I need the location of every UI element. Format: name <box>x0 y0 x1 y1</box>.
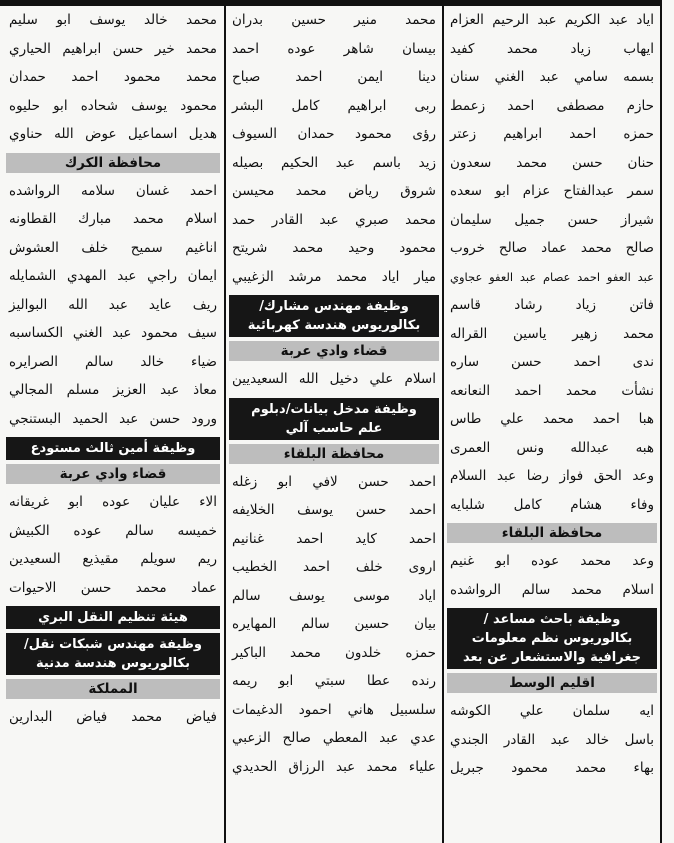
list-item: هبا احمد محمد علي طاس <box>450 411 654 427</box>
list-item: اناغيم سميح خلف العشوش <box>9 239 217 256</box>
list-item: حنان حسن محمد سعدون <box>450 154 654 171</box>
list-item: محمود يوسف شحاده ابو حليوه <box>9 97 217 114</box>
job-title-line: بكالوريوس هندسة مدنية <box>36 656 190 671</box>
list-item: ريف عايد عبد الله البواليز <box>9 296 217 313</box>
list-item: احمد غسان سلامه الرواشده <box>9 182 217 199</box>
list-item: ريم سويلم مقيذيع السعيدين <box>9 551 217 567</box>
list-item: الاء عليان عوده ابو غريقانه <box>9 494 217 510</box>
next-column-edge <box>662 0 674 843</box>
column-middle <box>229 6 439 843</box>
section-heading: محافظة البلقاء <box>447 523 657 543</box>
section-heading: محافظة الكرك <box>6 153 220 173</box>
list-item: ايمان راجي عبد المهدي الشمايله <box>9 268 217 284</box>
list-item: عماد محمد حسن الاحيوات <box>9 579 217 596</box>
list-item: سلسبيل هاني احمود الدغيمات <box>232 701 436 718</box>
job-title-banner <box>229 398 439 440</box>
list-item: اروى خلف احمد الخطيب <box>232 559 436 575</box>
list-item: فاتن زياد رشاد قاسم <box>450 297 654 313</box>
list-item: محمد خالد يوسف ابو سليم <box>9 12 217 28</box>
list-item: محمد صبري عبد القادر حمد <box>232 211 436 228</box>
list-item: باسل خالد عبد القادر الجندي <box>450 731 654 748</box>
job-title-line: بكالوريوس هندسة كهربائية <box>247 318 421 333</box>
list-item: وعد محمد عوده ابو غنيم <box>450 553 654 569</box>
job-title-banner <box>229 295 439 337</box>
list-item: شروق رياض محمد محيسن <box>232 183 436 199</box>
list-item: احمد حسن يوسف الخلايفه <box>232 502 436 518</box>
list-item: محمود وحيد محمد شريتح <box>232 240 436 256</box>
job-title-banner <box>6 633 220 675</box>
list-item: ضياء خالد سالم الصرايره <box>9 353 217 370</box>
list-item: اسلام محمد سالم الرواشده <box>450 581 654 598</box>
list-item: وفاء هشام كامل شلبايه <box>450 496 654 513</box>
list-item: شيراز حسن جميل سليمان <box>450 211 654 228</box>
list-item: حازم مصطفى احمد زعمط <box>450 97 654 114</box>
job-title-line: بكالوريوس نظم معلومات <box>471 631 633 646</box>
list-item: بهاء محمد محمود جبريل <box>450 760 654 776</box>
list-item: صالح محمد عماد صالح خروب <box>450 240 654 256</box>
list-item: بسمه سامي عبد الغني سنان <box>450 69 654 85</box>
list-item: هديل اسماعيل عوض الله حناوي <box>9 126 217 142</box>
list-item: اياد عبد الكريم عبد الرحيم العزام <box>450 12 654 28</box>
list-item: محمد محمود احمد حمدان <box>9 69 217 85</box>
list-item: حمزه خلدون محمد الباكير <box>232 644 436 661</box>
list-item: معاذ عبد العزيز مسلم المجالي <box>9 382 217 398</box>
job-title-line: وظيفة باحث مساعد / <box>483 612 621 627</box>
list-item: رنده عطا سبتي ابو ريمه <box>232 673 436 689</box>
job-title-line: وظيفة مهندس مشارك/ <box>259 299 409 314</box>
list-item: ايه سلمان علي الكوشه <box>450 703 654 719</box>
job-title-banner: وظيفة أمين ثالث مستودع <box>6 437 220 460</box>
list-item: خميسه سالم عوده الكبيش <box>9 522 217 539</box>
job-title-line: علم حاسب آلي <box>285 420 383 436</box>
list-item: حمزه احمد ابراهيم زعتر <box>450 126 654 142</box>
job-title-line: وظيفة مدخل بيانات/دبلوم <box>251 401 417 417</box>
job-title-banner <box>447 608 657 669</box>
list-item: اياد موسى يوسف سالم <box>232 587 436 604</box>
list-item: اسلام محمد مبارك القطاونه <box>9 211 217 227</box>
list-item: ايهاب زياد محمد كفيد <box>450 40 654 57</box>
section-heading: اقليم الوسط <box>447 673 657 693</box>
job-title-line: جغرافية والاستشعار عن بعد <box>462 650 642 665</box>
list-item: ميار اياد محمد مرشد الزغيبي <box>232 268 436 285</box>
list-item: ربى ابراهيم كامل البشر <box>232 97 436 114</box>
list-item: محمد منير حسين بدران <box>232 12 436 28</box>
list-item: اسلام علي دخيل الله السعيديين <box>232 371 436 387</box>
list-item: رؤى محمود حمدان السيوف <box>232 126 436 142</box>
section-heading: قضاء وادي عربة <box>229 341 439 361</box>
list-item: ورود حسن عبد الحميد البستنجي <box>9 410 217 427</box>
list-item: محمد خير حسن ابراهيم الحياري <box>9 40 217 57</box>
list-item: عدي عبد المعطي صالح الزعبي <box>232 730 436 746</box>
list-item: محمد زهير ياسين القراله <box>450 325 654 342</box>
section-heading: محافظة البلقاء <box>229 444 439 464</box>
list-item: سيف محمود عبد الغني الكساسبه <box>9 325 217 341</box>
list-item: احمد كايد احمد غنانيم <box>232 530 436 547</box>
list-item: عبد العفو احمد عصام عبد العفو عجاوي <box>450 269 654 284</box>
list-item: هبه عبدالله ونس العمرى <box>450 439 654 456</box>
list-item: سمر عبدالفتاح عزام ابو سعده <box>450 183 654 199</box>
authority-banner: هيئة تنظيم النقل البري <box>6 606 220 629</box>
list-item: وعد الحق فواز رضا عبد السلام <box>450 468 654 484</box>
column-divider <box>442 0 444 843</box>
list-item: بيسان شاهر عوده احمد <box>232 40 436 57</box>
list-item: نشأت محمد احمد النعانعه <box>450 382 654 399</box>
job-title-line: وظيفة مهندس شبكات نقل/ <box>23 637 203 652</box>
list-item: فياض محمد فياض البدارين <box>9 709 217 725</box>
list-item: بيان حسين سالم المهايره <box>232 616 436 632</box>
list-item: ندى احمد حسن ساره <box>450 354 654 370</box>
column-left <box>6 6 220 843</box>
list-item: علياء محمد عبد الرزاق الحديدي <box>232 758 436 775</box>
section-heading: المملكة <box>6 679 220 699</box>
section-heading: قضاء وادي عربة <box>6 464 220 484</box>
list-item: زيد باسم عبد الحكيم بصيله <box>232 154 436 171</box>
list-item: احمد حسن لافي ابو زغله <box>232 473 436 490</box>
column-right <box>447 6 657 843</box>
list-item: دينا ايمن احمد صباح <box>232 69 436 85</box>
column-divider <box>224 0 226 843</box>
